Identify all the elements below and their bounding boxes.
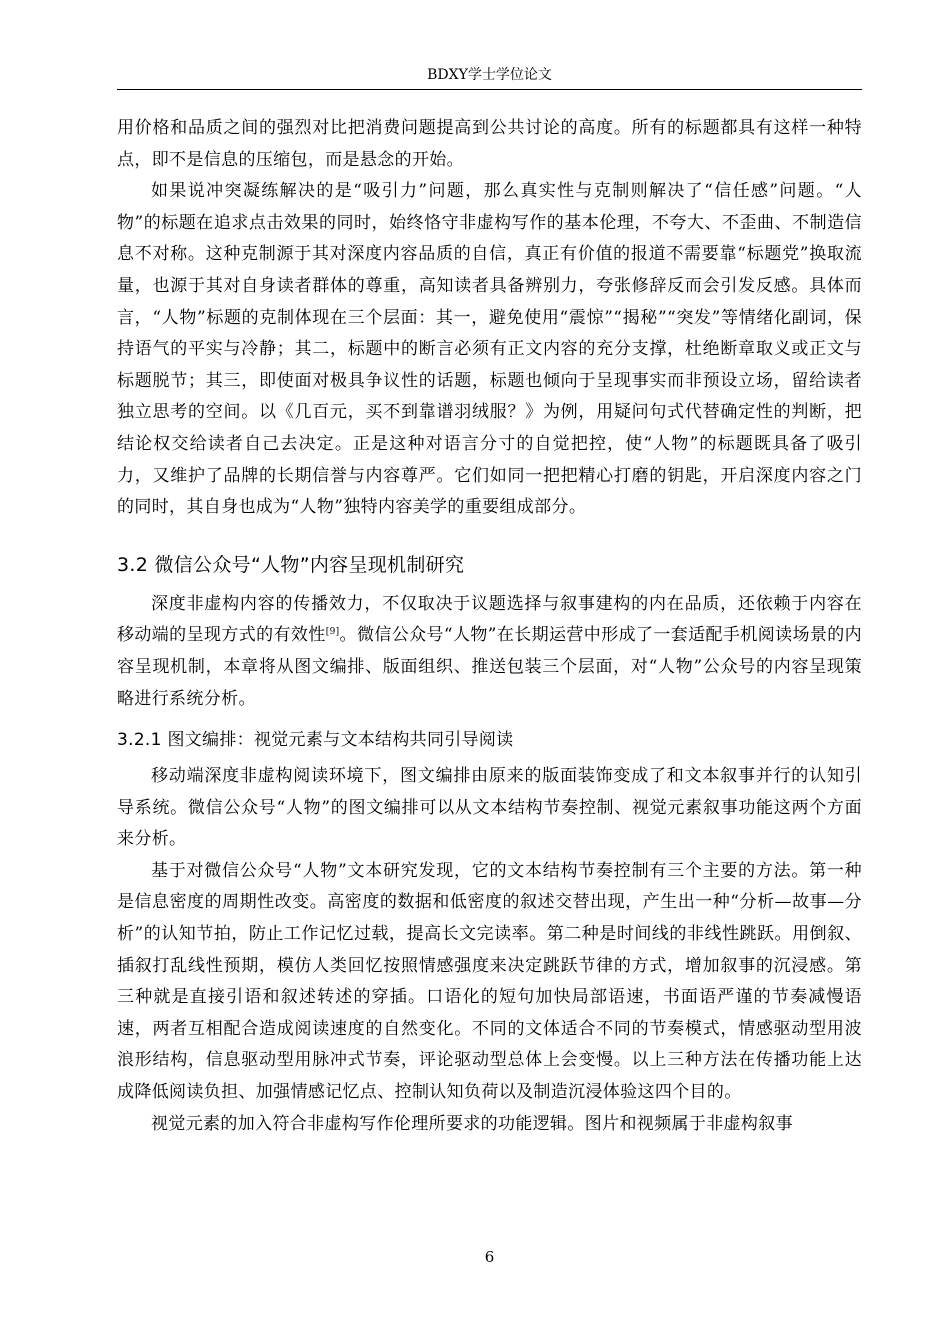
- section-heading-3-2: 3.2 微信公众号“人物”内容呈现机制研究: [117, 553, 465, 576]
- header-divider: [117, 89, 862, 90]
- paragraph-visual-elements: 视觉元素的加入符合非虚构写作伦理所要求的功能逻辑。图片和视频属于非虚构叙事: [151, 1113, 793, 1134]
- page-content: [117, 113, 862, 1140]
- paragraph-rhythm-methods: 基于对微信公众号“人物”文本研究发现，它的文本结构节奏控制有三个主要的方法。第一种是信息密度的周期性改变。高密度的数据和低密度的叙述交替出现，产生出一种“分析—故事—分析”的认知节拍，防止工作记忆过载，提高长文完读率。第二种是时间线的非线性跳跃。用倒叙、插叙打乱线性预期，模仿人类回忆按照情感强度来决定跳跃节律的方式，增加叙事的沉浸感。第三种就是直接引语和叙述转述的穿插。口语化的短句加快局部语速，书面语严谨的节奏减慢语速，两者互相配合造成阅读速度的自然变化。不同的文体适合不同的节奏模式，情感驱动型用波浪形结构，信息驱动型用脉冲式节奏，评论驱动型总体上会变慢。以上三种方法在传播功能上达成降低阅读负担、加强情感记忆点、控制认知负荷以及制造沉浸体验这四个目的。: [117, 860, 862, 1103]
- paragraph-3-2-1-intro: 移动端深度非虚构阅读环境下，图文编排由原来的版面装饰变成了和文本叙事并行的认知引导系统。微信公众号“人物”的图文编排可以从文本结构节奏控制、视觉元素叙事功能这两个方面来分析。: [117, 766, 862, 850]
- running-header: BDXY学士学位论文: [427, 67, 552, 83]
- paragraph-restraint: 如果说冲突凝练解决的是“吸引力”问题，那么真实性与克制则解决了“信任感”问题。“人物”的标题在追求点击效果的同时，始终恪守非虚构写作的基本伦理，不夸大、不歪曲、不制造信息不对称。这种克制源于其对深度内容品质的自信，真正有价值的报道不需要靠“标题党”换取流量，也源于其对自身读者群体的尊重，高知读者具备辨别力，夸张修辞反而会引发反感。具体而言，“人物”标题的克制体现在三个层面：其一，避免使用“震惊”“揭秘”“突发”等情绪化副词，保持语气的平实与冷静；其二，标题中的断言必须有正文内容的充分支撑，杜绝断章取义或正文与标题脱节；其三，即使面对极具争议性的话题，标题也倾向于呈现事实而非预设立场，留给读者独立思考的空间。以《几百元，买不到靠谱羽绒服？》为例，用疑问句式代替确定性的判断，把结论权交给读者自己去决定。正是这种对语言分寸的自觉把控，使“人物”的标题既具备了吸引力，又维护了品牌的长期信誉与内容尊严。它们如同一把把精心打磨的钥匙，开启深度内容之门的同时，其自身也成为“人物”独特内容美学的重要组成部分。: [117, 181, 862, 518]
- page-number: 6: [484, 1248, 495, 1266]
- paragraph-continued: 用价格和品质之间的强烈对比把消费问题提高到公共讨论的高度。所有的标题都具有这样一种特点，即不是信息的压缩包，而是悬念的开始。: [117, 118, 862, 170]
- paragraph-text: 。微信公众号“人物”在长期运营中形成了一套适配手机阅读场景的内容呈现机制，本章将从图文编排、版面组织、推送包装三个层面，对“人物”公众号的内容呈现策略进行系统分析。: [117, 625, 863, 709]
- paragraph-3-2-intro: [117, 589, 862, 715]
- paragraph-text: 深度非虚构内容的传播效力，不仅取决于议题选择与叙事建构的内在品质，还依赖于内容在移动端的呈现方式的有效性: [117, 593, 862, 646]
- citation-ref: [9]: [325, 627, 340, 638]
- subsection-heading-3-2-1: 3.2.1 图文编排：视觉元素与文本结构共同引导阅读: [117, 730, 514, 751]
